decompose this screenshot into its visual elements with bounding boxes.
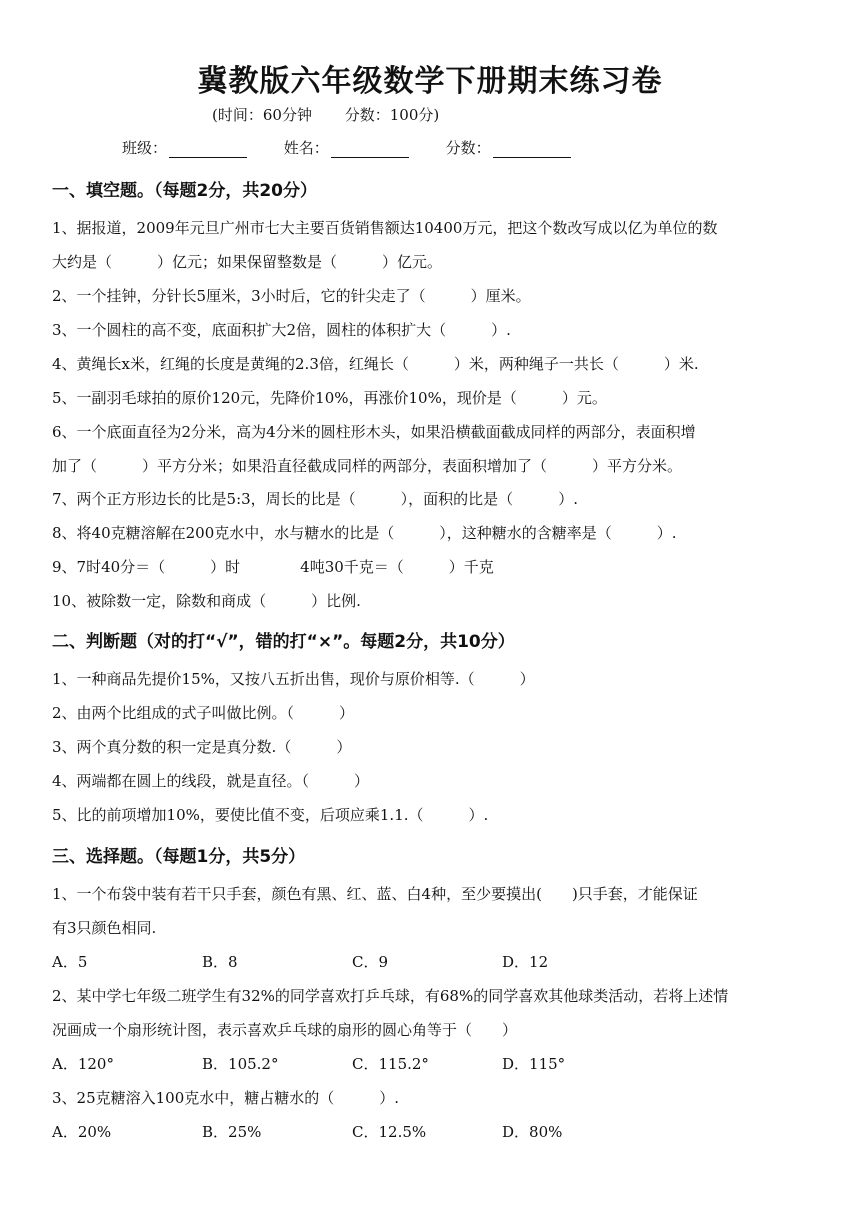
question-line: 况画成一个扇形统计图，表示喜欢乒乓球的扇形的圆心角等于（ ） — [52, 1021, 518, 1039]
name-label: 姓名： — [283, 139, 329, 157]
section-heading-fill-blank: 一、填空题。（每题2分，共20分） — [52, 181, 317, 201]
class-field — [122, 137, 247, 158]
option-b[interactable]: B．25% — [202, 1123, 262, 1141]
class-label: 班级： — [122, 139, 168, 157]
option-a[interactable]: A．5 — [52, 953, 88, 971]
question-line: 9、7时40分＝（ ）时 4吨30千克＝（ ）千克 — [52, 558, 494, 576]
question-line: 6、一个底面直径为2分米，高为4分米的圆柱形木头，如果沿横截面截成同样的两部分，表面积增 — [52, 423, 696, 441]
question-line: 1、据报道，2009年元旦广州市七大主要百货销售额达10400万元，把这个数改写成以亿为单位的数 — [52, 219, 718, 237]
option-c[interactable]: C．9 — [352, 953, 389, 971]
score-label: 分数： — [445, 139, 491, 157]
question-line: 5、比的前项增加10%，要使比值不变，后项应乘1.1.（ ）. — [52, 806, 489, 824]
option-c[interactable]: C．12.5% — [352, 1123, 427, 1141]
total-score: 分数：100分) — [344, 106, 440, 124]
option-d[interactable]: D．80% — [502, 1123, 563, 1141]
question-line: 有3只颜色相同. — [52, 919, 157, 937]
section-heading-true-false: 二、判断题（对的打“√”，错的打“×”。每题2分，共10分） — [52, 632, 515, 652]
question-line: 1、一种商品先提价15%，又按八五折出售，现价与原价相等.（ ） — [52, 670, 535, 688]
question-line: 2、由两个比组成的式子叫做比例。（ ） — [52, 704, 355, 722]
section-heading-multiple-choice: 三、选择题。（每题1分，共5分） — [52, 847, 306, 867]
option-b[interactable]: B．105.2° — [202, 1055, 279, 1073]
class-blank[interactable] — [169, 142, 247, 158]
page-title: 冀教版六年级数学下册期末练习卷 — [197, 64, 663, 99]
question-line: 7、两个正方形边长的比是5:3，周长的比是（ ），面积的比是（ ）. — [52, 490, 578, 508]
exam-meta — [212, 104, 439, 125]
question-line: 4、两端都在圆上的线段，就是直径。（ ） — [52, 772, 370, 790]
name-field — [284, 137, 409, 158]
option-d[interactable]: D．115° — [502, 1055, 566, 1073]
score-field — [446, 137, 571, 158]
question-line: 1、一个布袋中装有若干只手套，颜色有黑、红、蓝、白4种，至少要摸出( )只手套，才能保证 — [52, 885, 698, 903]
option-a[interactable]: A．20% — [52, 1123, 112, 1141]
time-limit: (时间：60分钟 — [212, 106, 312, 124]
question-line: 2、一个挂钟，分针长5厘米，3小时后，它的针尖走了（ ）厘米。 — [52, 287, 531, 305]
question-line: 2、某中学七年级二班学生有32%的同学喜欢打乒乓球，有68%的同学喜欢其他球类活动，若将上述情 — [52, 987, 729, 1005]
option-b[interactable]: B．8 — [202, 953, 238, 971]
question-line: 8、将40克糖溶解在200克水中，水与糖水的比是（ ），这种糖水的含糖率是（ ）. — [52, 524, 677, 542]
option-d[interactable]: D．12 — [502, 953, 549, 971]
name-blank[interactable] — [331, 142, 409, 158]
question-line: 3、两个真分数的积一定是真分数.（ ） — [52, 738, 352, 756]
score-blank[interactable] — [493, 142, 571, 158]
question-line: 3、25克糖溶入100克水中，糖占糖水的（ ）. — [52, 1089, 400, 1107]
question-line: 5、一副羽毛球拍的原价120元，先降价10%，再涨价10%，现价是（ ）元。 — [52, 389, 607, 407]
question-line: 10、被除数一定，除数和商成（ ）比例. — [52, 592, 361, 610]
option-c[interactable]: C．115.2° — [352, 1055, 429, 1073]
option-a[interactable]: A．120° — [52, 1055, 114, 1073]
question-line: 4、黄绳长x米，红绳的长度是黄绳的2.3倍，红绳长（ ）米，两种绳子一共长（ ）米. — [52, 355, 699, 373]
question-line: 3、一个圆柱的高不变，底面积扩大2倍，圆柱的体积扩大（ ）. — [52, 321, 511, 339]
student-info — [122, 137, 603, 158]
question-line: 大约是（ ）亿元；如果保留整数是（ ）亿元。 — [52, 253, 443, 271]
question-line: 加了（ ）平方分米；如果沿直径截成同样的两部分，表面积增加了（ ）平方分米。 — [52, 457, 683, 475]
